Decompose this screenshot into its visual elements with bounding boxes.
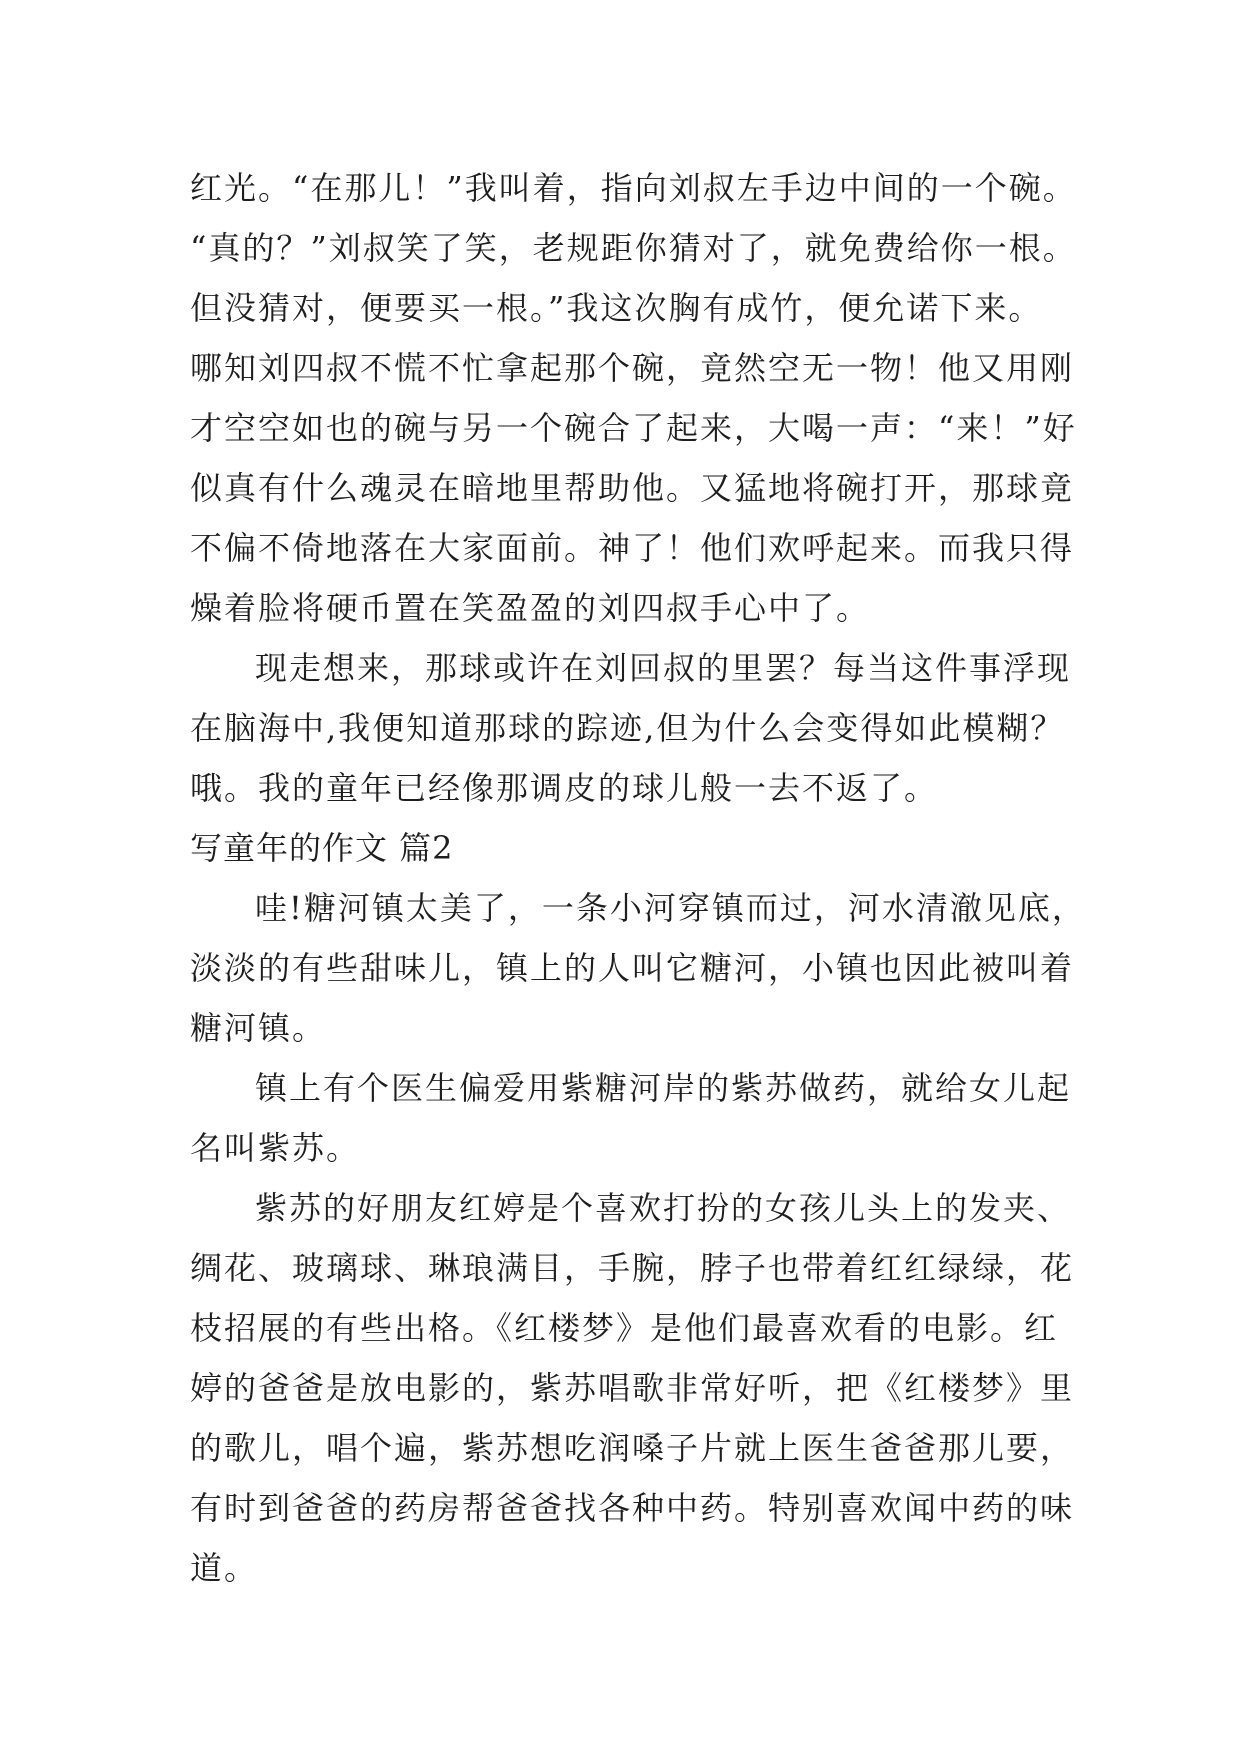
text-line: 绸花、玻璃球、琳琅满目，手腕，脖子也带着红红绿绿，花 (190, 1249, 1075, 1287)
text-line: 枝招展的有些出格。《红楼梦》是他们最喜欢看的电影。红 (190, 1309, 1059, 1347)
text-line: 婷的爸爸是放电影的，紫苏唱歌非常好听，把《红楼梦》里 (190, 1369, 1075, 1407)
text-line: 才空空如也的碗与另一个碗合了起来，大喝一声：“来！”好 (190, 409, 1077, 447)
text-line: “真的？”刘叔笑了笑，老规距你猜对了，就免费给你一根。 (190, 229, 1077, 267)
text-line: 燥着脸将硬币置在笑盈盈的刘四叔手心中了。 (190, 589, 871, 627)
text-line: 似真有什么魂灵在暗地里帮助他。又猛地将碗打开，那球竟 (190, 469, 1075, 507)
text-line: 有时到爸爸的药房帮爸爸找各种中药。特别喜欢闻中药的味 (190, 1489, 1075, 1527)
paragraph-start-line: 镇上有个医生偏爱用紫糖河岸的紫苏做药，就给女儿起 (255, 1069, 1072, 1107)
text-line: 淡淡的有些甜味儿，镇上的人叫它糖河，小镇也因此被叫着 (190, 949, 1075, 987)
text-line: 的歌儿，唱个遍，紫苏想吃润嗓子片就上医生爸爸那儿要， (190, 1429, 1075, 1467)
paragraph-start-line: 现走想来，那球或许在刘回叔的里罢？每当这件事浮现 (255, 649, 1072, 687)
paragraph-start-line: 紫苏的好朋友红婷是个喜欢打扮的女孩儿头上的发夹、 (255, 1189, 1072, 1227)
text-line: 红光。“在那儿！”我叫着，指向刘叔左手边中间的一个碗。 (190, 169, 1077, 207)
text-line: 名叫紫苏。 (190, 1129, 361, 1167)
text-line: 哪知刘四叔不慌不忙拿起那个碗，竟然空无一物！他又用刚 (190, 349, 1075, 387)
text-line: 哦。我的童年已经像那调皮的球儿般一去不返了。 (190, 769, 939, 807)
paragraph-start-line: 哇!糖河镇太美了，一条小河穿镇而过，河水清澈见底， (255, 889, 1086, 927)
section-heading: 写童年的作文 篇2 (190, 829, 454, 867)
text-line: 糖河镇。 (190, 1009, 327, 1047)
text-line: 但没猜对，便要买一根。”我这次胸有成竹，便允诺下来。 (190, 289, 1043, 327)
document-body (190, 158, 1086, 1598)
text-line: 道。 (190, 1549, 259, 1587)
text-line: 在脑海中,我便知道那球的踪迹,但为什么会变得如此模糊？ (190, 709, 1065, 747)
text-line: 不偏不倚地落在大家面前。神了！他们欢呼起来。而我只得 (190, 529, 1075, 567)
